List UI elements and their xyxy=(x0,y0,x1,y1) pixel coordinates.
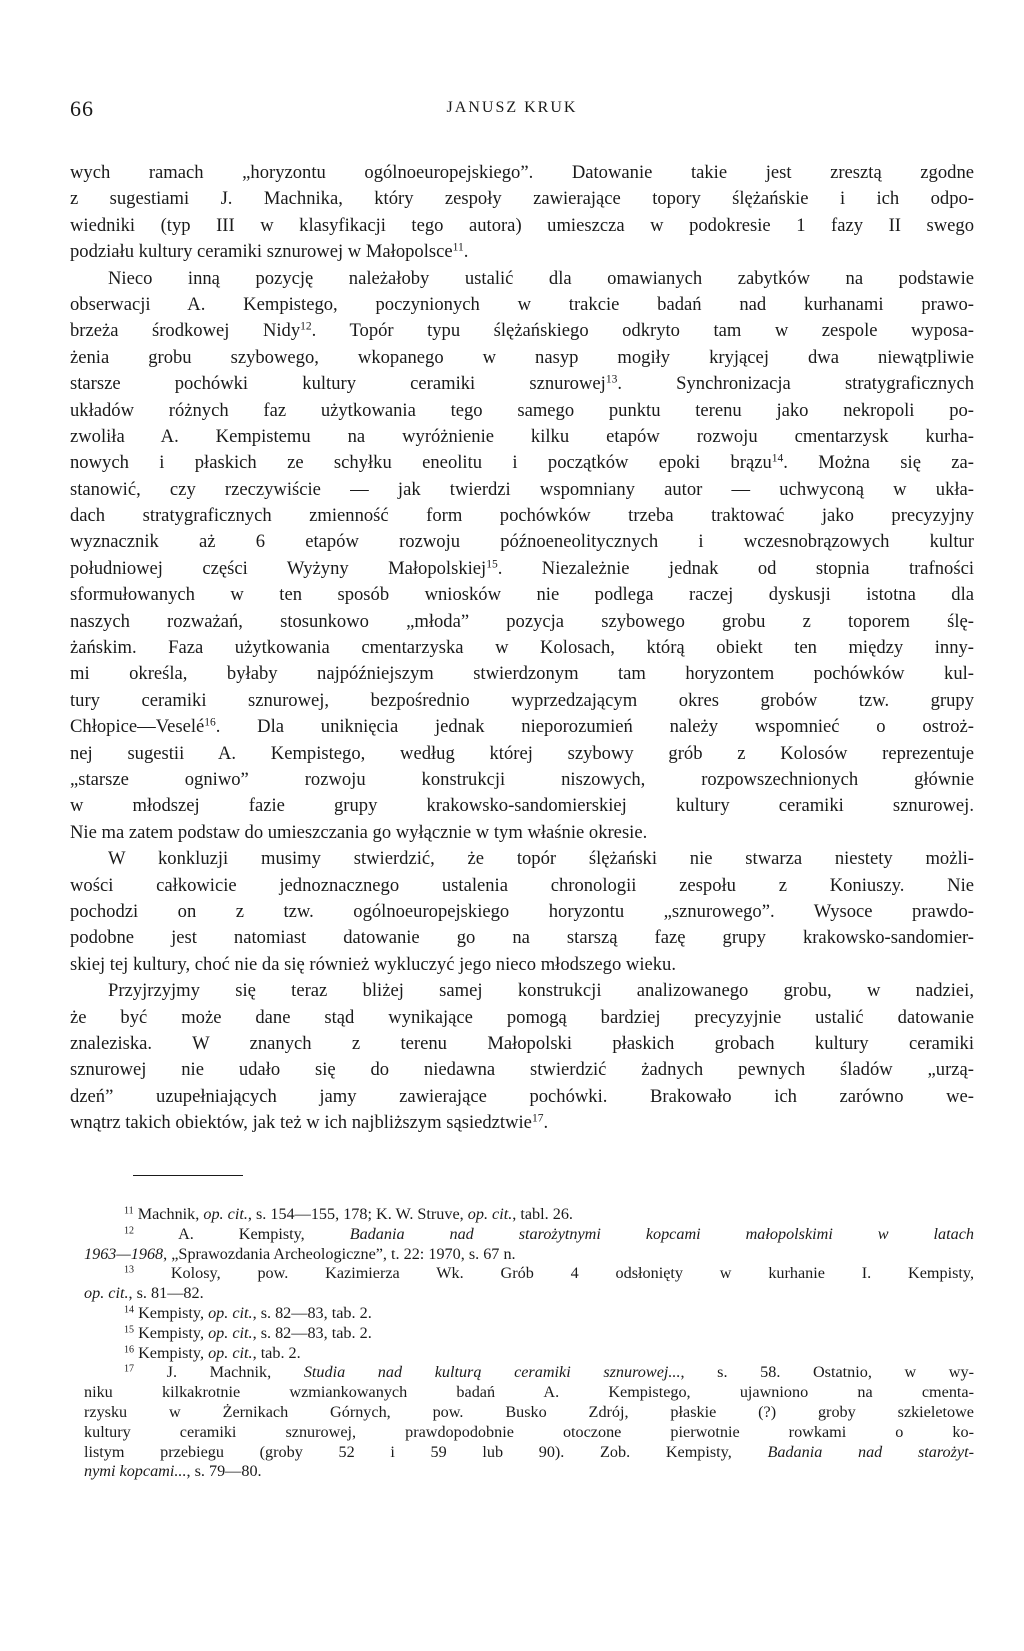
text-line: tury ceramiki sznurowej, bezpośrednio wyprzedzającym okres grobów tzw. grupy xyxy=(70,689,974,711)
footnote-line: niku kilkakrotnie wzmiankowanych badań A. Kempistego, ujawniono na cmenta- xyxy=(84,1383,974,1402)
text-line: wych ramach „horyzontu ogólnoeuropejskiego”. Datowanie takie jest zresztą zgodne xyxy=(70,162,974,183)
text-line: południowej części Wyżyny Małopolskiej$^{15}$. Niezależnie jednak od stopnia trafności xyxy=(70,557,974,579)
footnote-line: listym przebiegu (groby 52 i 59 lub 90). Zob. Kempisty, Badania nad starożyt- xyxy=(84,1442,974,1461)
text-line: nej sugestii A. Kempistego, według której szybowy grób z Kolosów reprezentuje xyxy=(70,742,974,764)
text-line: sformułowanych w ten sposób wniosków nie podlega raczej dyskusji istotna dla xyxy=(70,584,974,606)
footnote-line: nymi kopcami..., s. 79—80. xyxy=(84,1462,262,1481)
text-line: dzeń” uzupełniających jamy zawierające pochówki. Brakowało ich zarówno we- xyxy=(70,1085,974,1107)
text-line: Nieco inną pozycję należałoby ustalić dla omawianych zabytków na podstawie xyxy=(108,267,974,289)
text-line: starsze pochówki kultury ceramiki sznurowej$^{13}$. Synchronizacja stratygraficznych xyxy=(70,373,975,395)
text-line: sznurowej nie udało się do niedawna stwierdzić żadnych pewnych śladów „urzą- xyxy=(70,1059,974,1081)
footnote-line: $^{16}$ Kempisty, op. cit., tab. 2. xyxy=(124,1343,301,1362)
text-line: naszych rozważań, stosunkowo „młoda” pozycja szybowego grobu z toporem ślę- xyxy=(70,610,974,632)
running-head: JANUSZ KRUK xyxy=(446,99,578,116)
text-line: że być może dane stąd wynikające pomogą bardziej precyzyjnie ustalić datowanie xyxy=(70,1006,974,1028)
text-line: Przyjrzyjmy się teraz bliżej samej konstrukcji analizowanego grobu, w nadziei, xyxy=(108,980,974,1002)
text-line: stanowić, czy rzeczywiście — jak twierdzi wspomniany autor — uchwyconą w ukła- xyxy=(70,478,974,500)
text-line: żańskim. Faza użytkowania cmentarzyska w Kolosach, którą obiekt ten między inny- xyxy=(70,637,974,659)
text-line: wyznacznik aż 6 etapów rozwoju późnoeneolitycznych i wczesnobrązowych kultur xyxy=(70,531,974,553)
text-line: skiej tej kultury, choć nie da się również wykluczyć jego nieco młodszego wieku. xyxy=(70,953,677,975)
footnote-line: op. cit., s. 81—82. xyxy=(84,1284,204,1303)
text-line: dach stratygraficznych zmienność form pochówków trzeba traktować jako precyzyjny xyxy=(70,505,974,527)
footnote-separator xyxy=(133,1175,243,1176)
text-line: Chłopice—Veselé$^{16}$. Dla uniknięcia jednak nieporozumień należy wspomnieć o ostroż- xyxy=(70,716,974,738)
text-line: podziału kultury ceramiki sznurowej w Małopolsce$^{11}$. xyxy=(70,241,469,263)
text-line: z sugestiami J. Machnika, który zespoły zawierające topory ślężańskie i ich odpo- xyxy=(70,188,974,210)
text-line: w młodszej fazie grupy krakowsko-sandomierskiej kultury ceramiki sznurowej. xyxy=(70,795,974,817)
text-line: podobne jest natomiast datowanie go na starszą fazę grupy krakowsko-sandomier- xyxy=(70,927,974,949)
footnote-line: kultury ceramiki sznurowej, prawdopodobnie otoczone pierwotnie rowkami o ko- xyxy=(84,1422,974,1441)
footnote-line: $^{11}$ Machnik, op. cit., s. 154—155, 178; K. W. Struve, op. cit., tabl. 26. xyxy=(124,1205,573,1223)
page-number: 66 xyxy=(70,96,94,121)
text-line: zwoliła A. Kempistemu na wyróżnienie kilku etapów rozwoju cmentarzysk kurha- xyxy=(70,425,974,447)
text-line: układów różnych faz użytkowania tego samego punktu terenu jako nekropoli po- xyxy=(70,399,974,421)
text-line: Nie ma zatem podstaw do umieszczania go wyłącznie w tym właśnie okresie. xyxy=(70,821,648,843)
footnote-line: $^{12}$ A. Kempisty, Badania nad starożytnymi kopcami małopolskimi w latach xyxy=(124,1224,974,1243)
text-line: „starsze ogniwo” rozwoju konstrukcji niszowych, rozpowszechnionych głównie xyxy=(70,768,974,790)
footnote-line: rzysku w Żernikach Górnych, pow. Busko Zdrój, płaskie (?) groby szkieletowe xyxy=(84,1402,974,1421)
footnote-line: $^{13}$ Kolosy, pow. Kazimierza Wk. Grób 4 odsłonięty w kurhanie I. Kempisty, xyxy=(124,1264,974,1283)
footnotes xyxy=(84,1205,974,1482)
text-line: mi określa, byłaby najpóźniejszym stwierdzonym tam horyzontem pochówków kul- xyxy=(70,663,974,685)
text-line: nowych i płaskich ze schyłku eneolitu i początków epoki brązu$^{14}$. Można się za- xyxy=(70,452,975,474)
footnote-line: $^{15}$ Kempisty, op. cit., s. 82—83, tab. 2. xyxy=(124,1323,372,1342)
text-line: wnątrz takich obiektów, jak też w ich najbliższym sąsiedztwie$^{17}$. xyxy=(70,1112,549,1134)
text-line: obserwacji A. Kempistego, poczynionych w trakcie badań nad kurhanami prawo- xyxy=(70,293,974,315)
text-line: pochodzi on z tzw. ogólnoeuropejskiego horyzontu „sznurowego”. Wysoce prawdo- xyxy=(70,900,974,922)
text-line: wości całkowicie jednoznacznego ustalenia chronologii zespołu z Koniuszy. Nie xyxy=(70,874,974,896)
main-text xyxy=(70,160,974,1136)
text-line: W konkluzji musimy stwierdzić, że topór ślężański nie stwarza niestety możli- xyxy=(108,848,974,870)
text-line: wiedniki (typ III w klasyfikacji tego autora) umieszcza w podokresie 1 fazy II swego xyxy=(70,214,974,236)
footnote-line: 1963—1968, „Sprawozdania Archeologiczne”, t. 22: 1970, s. 67 n. xyxy=(84,1244,516,1263)
text-line: brzeża środkowej Nidy$^{12}$. Topór typu ślężańskiego odkryto tam w zespole wyposa- xyxy=(70,320,974,342)
footnote-line: $^{14}$ Kempisty, op. cit., s. 82—83, tab. 2. xyxy=(124,1303,372,1322)
text-line: żenia grobu szybowego, wkopanego w nasyp mogiły kryjącej dwa niewątpliwie xyxy=(70,346,974,368)
footnote-line: $^{17}$ J. Machnik, Studia nad kulturą ceramiki sznurowej..., s. 58. Ostatnio, w wy- xyxy=(124,1363,974,1382)
text-line: znaleziska. W znanych z terenu Małopolski płaskich grobach kultury ceramiki xyxy=(70,1032,974,1054)
